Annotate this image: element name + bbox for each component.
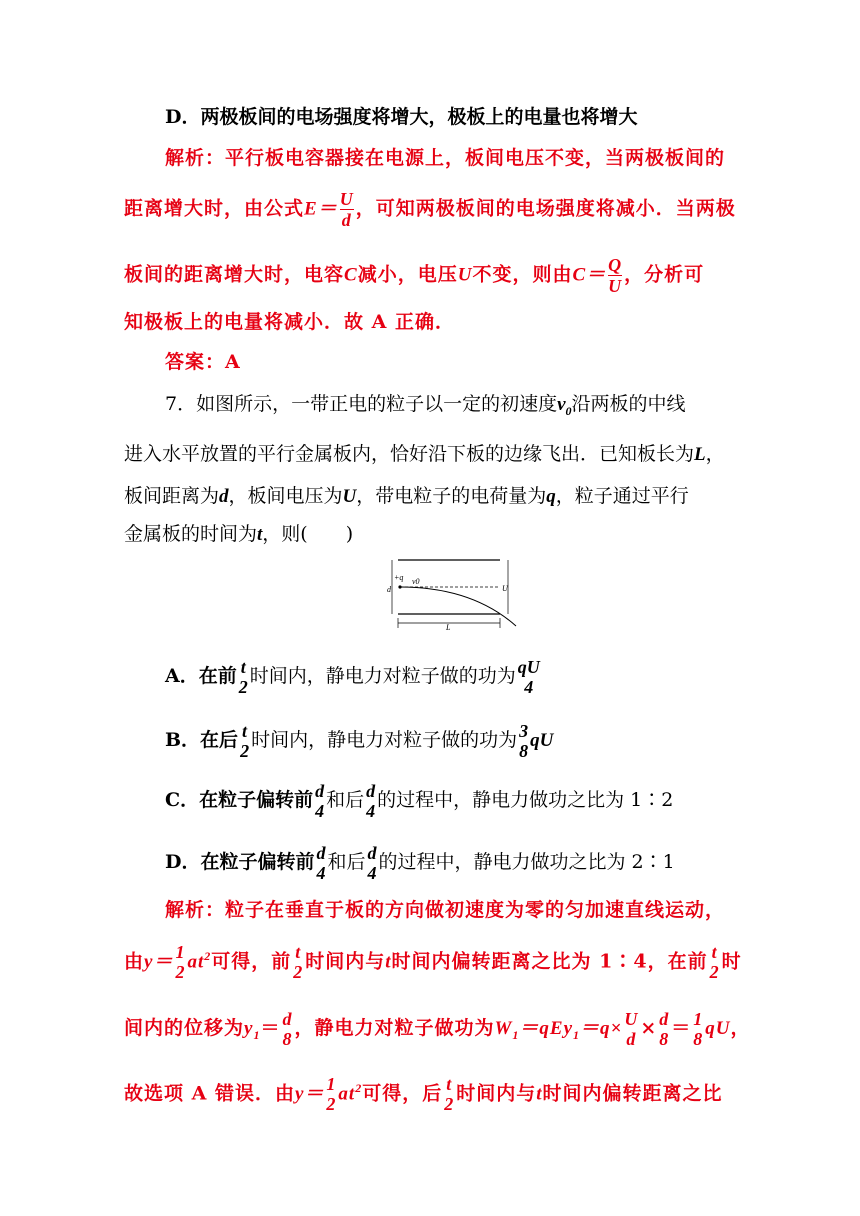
fraction-U-over-d: $\frac{U}{d}$ (339, 189, 354, 230)
q7-line-4: 金属板的时间为t，则( ) (124, 523, 354, 545)
option-b: B．在后 t 2 时间内，静电力对粒子做的功为 3 8 qU (165, 721, 554, 761)
u-label: U (502, 584, 508, 593)
fraction-Q-over-U: $\frac{Q}{U}$ (608, 255, 623, 296)
v0-label: v0 (412, 577, 420, 586)
analysis-1-line-1: 解析：平行板电容器接在电源上，板间电压不变，当两极板间的 (165, 147, 726, 169)
analysis-label: 解析： (165, 147, 226, 169)
fraction-t-over-2: t 2 (238, 657, 248, 697)
q7-line-2: 进入水平放置的平行金属板内，恰好沿下板的边缘飞出．已知板长为L， (124, 443, 725, 465)
option-d: D．在粒子偏转前 d 4 和后 d 4 的过程中，静电力做功之比为 2∶1 (165, 843, 675, 883)
trajectory (400, 587, 516, 626)
analysis-2-line-1: 解析：粒子在垂直于板的方向做初速度为零的匀加速直线运动， (165, 899, 726, 921)
charge-label: +q (394, 573, 404, 582)
d-label: d (387, 585, 391, 594)
answer-1: 答案：A (165, 351, 241, 373)
option-c: C．在粒子偏转前 d 4 和后 d 4 的过程中，静电力做功之比为 1∶2 (165, 781, 674, 821)
analysis-1-line-3: 板间的距离增大时，电容C减小，电压U不变，则由C＝ $\frac{Q}{U}$ ，分析可 (124, 255, 705, 296)
parallel-plate-figure (382, 556, 518, 634)
q7-line-3: 板间距离为d，板间电压为U，带电粒子的电荷量为q，粒子通过平行 (124, 485, 689, 507)
prev-option-d: D．两极板间的电场强度将增大，极板上的电量也将增大 (165, 106, 638, 128)
analysis-2-line-4: 故选项 A 错误．由y＝ 1 2 $at^2$可得，后 t 2 时间内与t时间内偏转距离之比 (124, 1074, 723, 1115)
q7-line-1: 7．如图所示，一带正电的粒子以一定的初速度$v_0$沿两板的中线 (165, 393, 686, 418)
analysis-2-line-3: 间内的位移为$y_1=$ d 8 ，静电力对粒子做功为$W_1=qEy_1=q\times$ U d × d 8 ＝ 1 8 qU， (124, 1009, 751, 1049)
l-label: L (446, 623, 451, 632)
analysis-1-line-2: 距离增大时，由公式E＝ $\frac{U}{d}$ ，可知两极板间的电场强度将减小．当两极 (124, 189, 736, 230)
option-a: A．在前 t 2 时间内，静电力对粒子做的功为 qU 4 (165, 657, 540, 697)
analysis-2-line-2: 由y＝ 1 2 $at^2$可得，前 t 2 时间内与t时间内偏转距离之比为 1∶4，在前 t 2 时 (124, 942, 742, 983)
analysis-1-line-4: 知极板上的电量将减小．故 A 正确． (124, 311, 455, 333)
particle (398, 585, 401, 588)
fraction-3-over-8: 3 8 (519, 721, 529, 761)
fraction-qU-over-4: qU 4 (517, 657, 540, 697)
